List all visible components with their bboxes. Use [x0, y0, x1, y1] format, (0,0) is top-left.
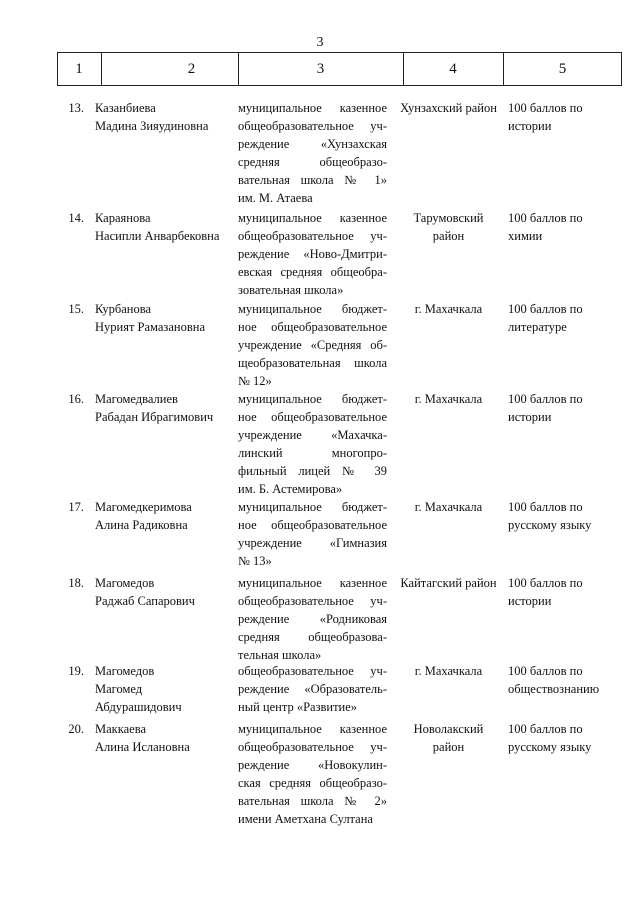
participant-name-line: Рабадан Ибрагимович: [95, 410, 214, 424]
school-name-line: муниципальное казенное: [238, 576, 387, 590]
school-name: [238, 720, 387, 828]
score: [508, 662, 613, 698]
school-name-line: учреждение «Махачка-: [238, 428, 387, 442]
region-line: район: [432, 229, 465, 243]
school-name-line: евская средняя общеобра-: [238, 265, 387, 279]
region: [393, 300, 504, 318]
school-name-line: ный центр «Развитие»: [238, 700, 358, 714]
school-name-line: муниципальное казенное: [238, 722, 387, 736]
region-line: Тарумовский: [413, 211, 484, 225]
score-line: 100 баллов по: [508, 302, 583, 316]
school-name-line: учреждение «Средняя об-: [238, 338, 387, 352]
school-name-line: ская средняя общеобразо-: [238, 776, 387, 790]
participant-name: [95, 390, 235, 426]
participant-name-line: Абдурашидович: [95, 700, 182, 714]
participant-name-line: Магомедов: [95, 576, 155, 590]
participant-name: [95, 662, 235, 716]
region: [393, 99, 504, 117]
participant-name-line: Караянова: [95, 211, 151, 225]
participant-name: [95, 498, 235, 534]
school-name-line: муниципальное бюджет-: [238, 302, 387, 316]
participant-name-line: Раджаб Сапарович: [95, 594, 195, 608]
score-line: литературе: [508, 320, 567, 334]
school-name-line: № 13»: [238, 554, 272, 568]
school-name-line: линский многопро-: [238, 446, 387, 460]
score: [508, 574, 613, 610]
region: [393, 209, 504, 245]
school-name-line: ное общеобразовательное: [238, 320, 387, 334]
school-name-line: общеобразовательное уч-: [238, 229, 387, 243]
participant-name-line: Алина Ислановна: [95, 740, 190, 754]
school-name-line: муниципальное бюджет-: [238, 500, 387, 514]
score: [508, 209, 613, 245]
school-name-line: вательная школа № 2»: [238, 794, 387, 808]
participant-name-line: Казанбиева: [95, 101, 156, 115]
participant-name-line: Нурият Рамазановна: [95, 320, 205, 334]
score-line: 100 баллов по: [508, 576, 583, 590]
row-number: 17.: [68, 500, 84, 514]
region-line: Новолакский: [413, 722, 484, 736]
region-line: г. Махачкала: [414, 500, 483, 514]
score-line: обществознанию: [508, 682, 600, 696]
school-name: [238, 662, 387, 716]
school-name-line: им. М. Атаева: [238, 191, 313, 205]
school-name: [238, 300, 387, 390]
school-name-line: муниципальное бюджет-: [238, 392, 387, 406]
school-name-line: фильный лицей № 39: [238, 464, 387, 478]
region: [393, 662, 504, 680]
participant-name-line: Мадина Зияудиновна: [95, 119, 209, 133]
score-line: 100 баллов по: [508, 664, 583, 678]
school-name-line: общеобразовательное уч-: [238, 119, 387, 133]
school-name-line: реждение «Образователь-: [238, 682, 387, 696]
school-name-line: реждение «Родниковая: [238, 612, 387, 626]
school-name-line: реждение «Хунзахская: [238, 137, 387, 151]
school-name-line: ное общеобразовательное: [238, 518, 387, 532]
participant-name: [95, 209, 235, 245]
participant-name: [95, 720, 235, 756]
region-line: Хунзахский район: [400, 101, 497, 115]
score-line: 100 баллов по: [508, 211, 583, 225]
participant-name-line: Магомедкеримова: [95, 500, 192, 514]
participant-name-line: Насипли Анварбековна: [95, 229, 220, 243]
region: [393, 390, 504, 408]
participant-name-line: Магомедвалиев: [95, 392, 178, 406]
score-line: истории: [508, 410, 552, 424]
table-header: [57, 52, 622, 86]
header-divider: [621, 53, 622, 85]
header-col-2: 2: [187, 61, 196, 77]
school-name-line: реждение «Ново-Дмитри-: [238, 247, 387, 261]
participant-name-line: Магомед: [95, 682, 143, 696]
region-line: Кайтагский район: [400, 576, 497, 590]
region-line: г. Махачкала: [414, 302, 483, 316]
participant-name-line: Алина Радиковна: [95, 518, 188, 532]
school-name-line: ное общеобразовательное: [238, 410, 387, 424]
score: [508, 99, 613, 135]
school-name: [238, 99, 387, 207]
score-line: 100 баллов по: [508, 392, 583, 406]
school-name-line: учреждение «Гимназия: [238, 536, 387, 550]
school-name: [238, 498, 387, 570]
score: [508, 300, 613, 336]
score-line: русскому языку: [508, 740, 592, 754]
header-col-4: 4: [449, 61, 457, 77]
row-number: 16.: [68, 392, 84, 406]
participant-name-line: Магомедов: [95, 664, 155, 678]
school-name: [238, 390, 387, 498]
school-name-line: им. Б. Астемирова»: [238, 482, 343, 496]
participant-name: [95, 300, 235, 336]
page-number: 3: [316, 35, 324, 50]
header-col-1: 1: [75, 61, 83, 77]
school-name-line: № 12»: [238, 374, 272, 388]
region-line: район: [432, 740, 465, 754]
score-line: 100 баллов по: [508, 500, 583, 514]
row-number: 13.: [68, 101, 84, 115]
school-name-line: щеобразовательная школа: [238, 356, 387, 370]
school-name-line: реждение «Новокулин-: [238, 758, 387, 772]
school-name-line: общеобразовательное уч-: [238, 740, 387, 754]
row-number: 18.: [68, 576, 84, 590]
region-line: г. Махачкала: [414, 664, 483, 678]
school-name-line: средняя общеобразова-: [238, 630, 387, 644]
score: [508, 390, 613, 426]
header-col-3: 3: [316, 61, 325, 77]
school-name-line: имени Аметхана Султана: [238, 812, 373, 826]
school-name-line: муниципальное казенное: [238, 101, 387, 115]
row-number: 20.: [68, 722, 84, 736]
school-name-line: общеобразовательное уч-: [238, 664, 387, 678]
participant-name-line: Курбанова: [95, 302, 152, 316]
school-name-line: вательная школа № 1»: [238, 173, 387, 187]
row-number: 14.: [68, 211, 84, 225]
school-name-line: зовательная школа»: [238, 283, 344, 297]
region: [393, 574, 504, 592]
school-name-line: муниципальное казенное: [238, 211, 387, 225]
school-name: [238, 574, 387, 664]
participant-name: [95, 99, 235, 135]
row-number: 15.: [68, 302, 84, 316]
school-name-line: общеобразовательное уч-: [238, 594, 387, 608]
score: [508, 498, 613, 534]
region-line: г. Махачкала: [414, 392, 483, 406]
participant-name-line: Маккаева: [95, 722, 147, 736]
header-col-5: 5: [558, 61, 567, 77]
region: [393, 720, 504, 756]
row-number: 19.: [68, 664, 84, 678]
school-name: [238, 209, 387, 299]
score-line: 100 баллов по: [508, 101, 583, 115]
school-name-line: тельная школа»: [238, 648, 322, 662]
school-name-line: средняя общеобразо-: [238, 155, 387, 169]
region: [393, 498, 504, 516]
score-line: истории: [508, 594, 552, 608]
score: [508, 720, 613, 756]
score-line: химии: [508, 229, 543, 243]
score-line: истории: [508, 119, 552, 133]
score-line: 100 баллов по: [508, 722, 583, 736]
score-line: русскому языку: [508, 518, 592, 532]
participant-name: [95, 574, 235, 610]
